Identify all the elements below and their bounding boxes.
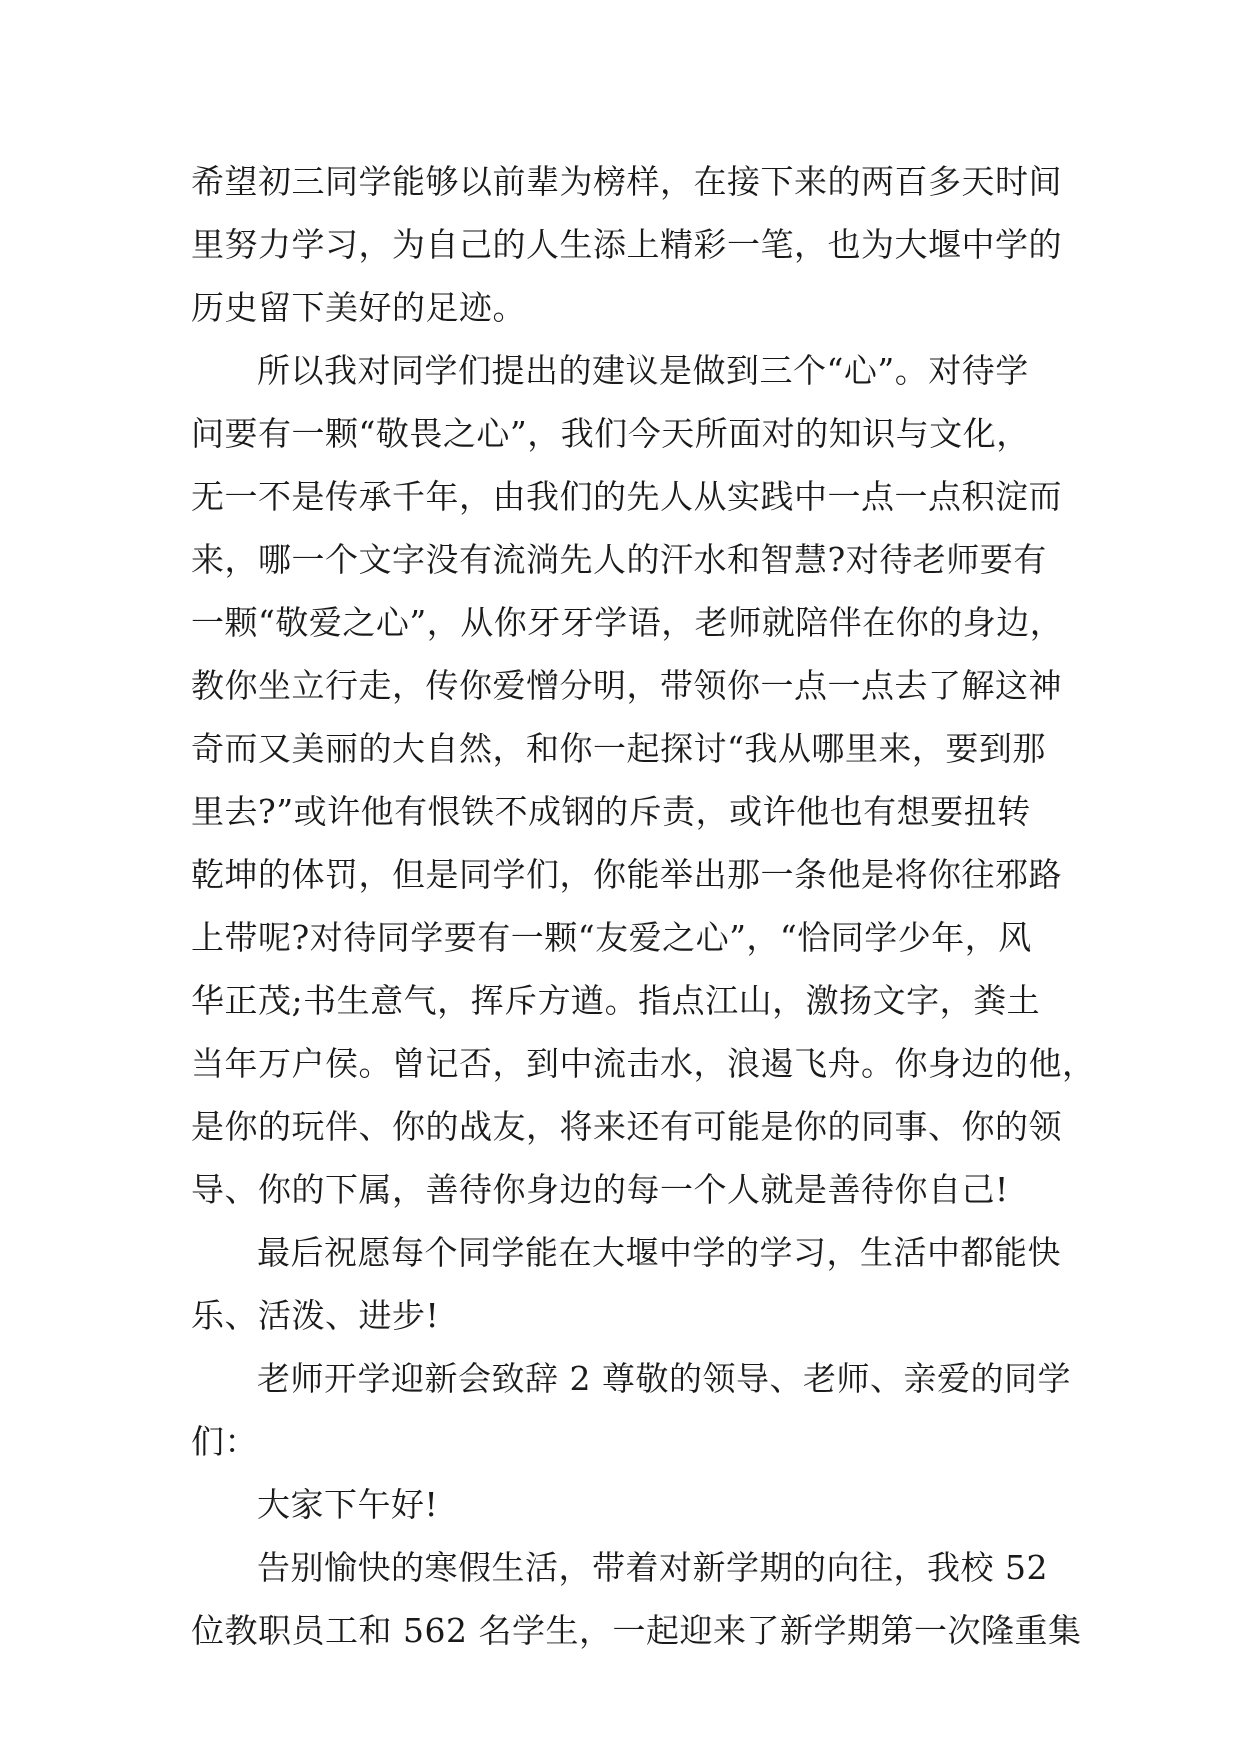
text-line: 乾坤的体罚，但是同学们，你能举出那一条他是将你往邪路 xyxy=(191,855,1062,894)
greeting-line: 大家下午好! xyxy=(257,1485,439,1524)
text-line: 里去?”或许他有恨铁不成钢的斥责，或许他也有想要扭转 xyxy=(191,792,1031,831)
text-line: 问要有一颗“敬畏之心”，我们今天所面对的知识与文化， xyxy=(191,414,1030,453)
text-line: 来，哪一个文字没有流淌先人的汗水和智慧?对待老师要有 xyxy=(191,540,1047,579)
text-line: 希望初三同学能够以前辈为榜样，在接下来的两百多天时间 xyxy=(191,162,1062,201)
text-line: 是你的玩伴、你的战友，将来还有可能是你的同事、你的领 xyxy=(191,1107,1062,1146)
text-line: 位教职员工和 562 名学生，一起迎来了新学期第一次隆重集 xyxy=(191,1611,1082,1650)
paragraph-start-line: 告别愉快的寒假生活，带着对新学期的向往，我校 52 xyxy=(257,1548,1048,1587)
text-line: 教你坐立行走，传你爱憎分明，带领你一点一点去了解这神 xyxy=(191,666,1062,705)
text-line: 无一不是传承千年，由我们的先人从实践中一点一点积淀而 xyxy=(191,477,1062,516)
text-line: 历史留下美好的足迹。 xyxy=(191,288,526,327)
text-line: 上带呢?对待同学要有一颗“友爱之心”，“恰同学少年，风 xyxy=(191,918,1032,957)
text-line: 们： xyxy=(191,1422,258,1461)
text-line: 导、你的下属，善待你身边的每一个人就是善待你自己! xyxy=(191,1170,1009,1209)
text-line: 乐、活泼、进步! xyxy=(191,1296,440,1335)
text-line: 里努力学习，为自己的人生添上精彩一笔，也为大堰中学的 xyxy=(191,225,1062,264)
text-line: 奇而又美丽的大自然，和你一起探讨“我从哪里来，要到那 xyxy=(191,729,1046,768)
paragraph-start-line: 所以我对同学们提出的建议是做到三个“心”。对待学 xyxy=(257,351,1029,390)
text-line: 当年万户侯。曾记否，到中流击水，浪遏飞舟。你身边的他， xyxy=(191,1044,1096,1083)
text-line: 华正茂;书生意气，挥斥方遒。指点江山，激扬文字，粪土 xyxy=(191,981,1041,1020)
paragraph-start-line: 最后祝愿每个同学能在大堰中学的学习，生活中都能快 xyxy=(257,1233,1061,1272)
text-line: 一颗“敬爱之心”，从你牙牙学语，老师就陪伴在你的身边， xyxy=(191,603,1064,642)
section-heading-line: 老师开学迎新会致辞 2 尊敬的领导、老师、亲爱的同学 xyxy=(257,1359,1071,1398)
